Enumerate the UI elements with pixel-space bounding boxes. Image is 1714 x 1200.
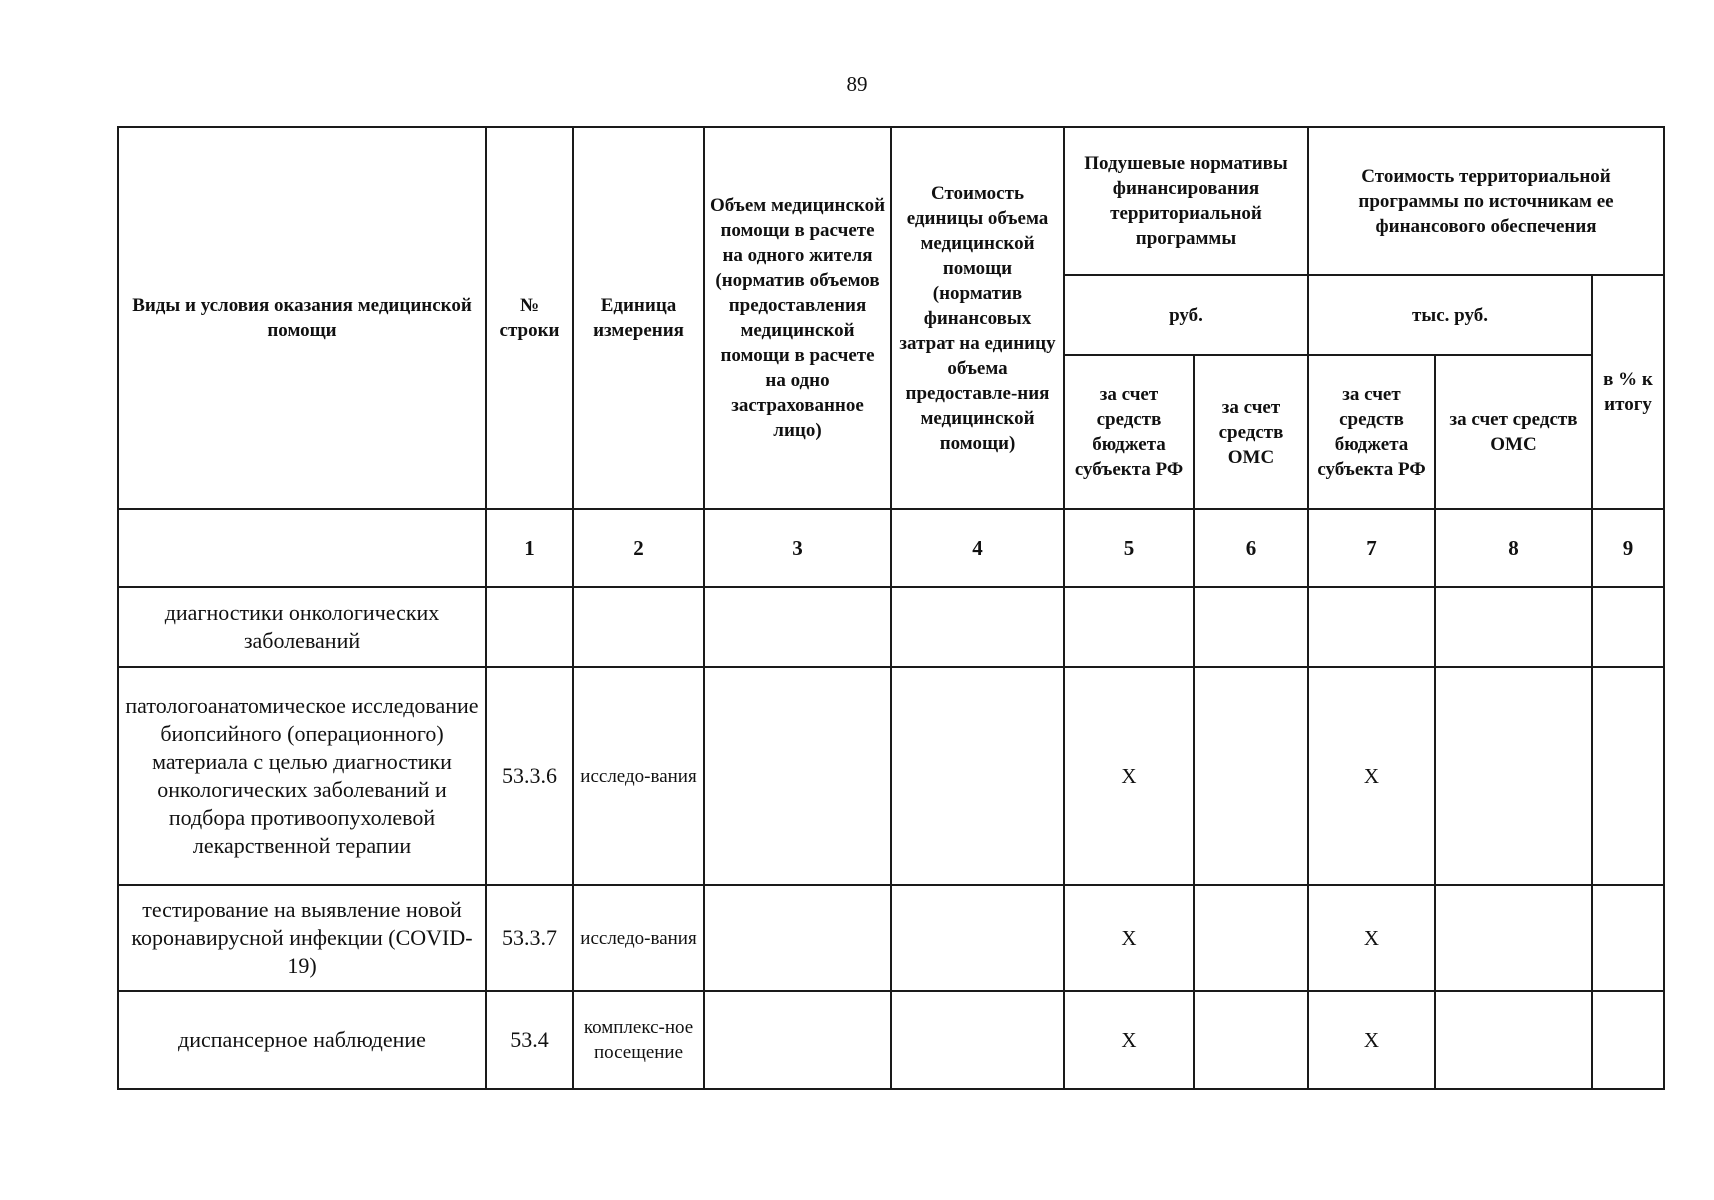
cell-unit-cost: [891, 587, 1064, 667]
header-program-cost: Стоимость территориальной программы по источникам ее финансового обеспечения: [1308, 127, 1664, 275]
cell-unit-cost: [891, 667, 1064, 885]
cell-budget-rf-7: Х: [1308, 991, 1435, 1089]
header-row-number: № строки: [486, 127, 573, 509]
header-unit-cost: Стоимость единицы объема медицинской помощи (норматив финансовых затрат на единицу объема предоставле-ния медицинской помощи): [891, 127, 1064, 509]
header-volume: Объем медицинской помощи в расчете на одного жителя (норматив объемов предоставления медицинской помощи в расчете на одно застрахованное лицо): [704, 127, 891, 509]
page-number: 89: [846, 72, 868, 96]
row-number: 53.3.6: [486, 667, 573, 885]
column-number: [118, 509, 486, 587]
header-oms-6: за счет средств ОМС: [1194, 355, 1308, 509]
column-number: 3: [704, 509, 891, 587]
cell-volume: [704, 991, 891, 1089]
row-name: тестирование на выявление новой коронавирусной инфекции (COVID-19): [118, 885, 486, 991]
cell-oms-6: [1194, 991, 1308, 1089]
column-number: 4: [891, 509, 1064, 587]
column-number: 2: [573, 509, 704, 587]
row-number: 53.3.7: [486, 885, 573, 991]
row-number: [486, 587, 573, 667]
cell-volume: [704, 587, 891, 667]
cell-percent: [1592, 587, 1664, 667]
cell-oms-8: [1435, 991, 1592, 1089]
cell-oms-8: [1435, 885, 1592, 991]
row-number: 53.4: [486, 991, 573, 1089]
header-currency-rub: руб.: [1064, 275, 1308, 355]
row-unit: исследо-вания: [573, 885, 704, 991]
header-oms-8: за счет средств ОМС: [1435, 355, 1592, 509]
table-row: [118, 885, 1664, 991]
table-row: [118, 587, 1664, 667]
cell-percent: [1592, 885, 1664, 991]
row-unit: [573, 587, 704, 667]
column-number: 1: [486, 509, 573, 587]
header-unit: Единица измерения: [573, 127, 704, 509]
cell-oms-6: [1194, 587, 1308, 667]
row-name: диспансерное наблюдение: [118, 991, 486, 1089]
table-row: [118, 991, 1664, 1089]
cell-budget-rf-5: Х: [1064, 991, 1194, 1089]
header-currency-thousand-rub: тыс. руб.: [1308, 275, 1592, 355]
cell-unit-cost: [891, 991, 1064, 1089]
cell-oms-8: [1435, 587, 1592, 667]
column-number: 8: [1435, 509, 1592, 587]
cell-volume: [704, 667, 891, 885]
header-kind-of-care: Виды и условия оказания медицинской помощи: [118, 127, 486, 509]
cell-budget-rf-7: Х: [1308, 885, 1435, 991]
row-name: патологоанатомическое исследование биопсийного (операционного) материала с целью диагностики онкологических заболеваний и подбора противоопухолевой лекарственной терапии: [118, 667, 486, 885]
cell-oms-8: [1435, 667, 1592, 885]
table-row: [118, 667, 1664, 885]
cell-oms-6: [1194, 667, 1308, 885]
header-budget-rf-7: за счет средств бюджета субъекта РФ: [1308, 355, 1435, 509]
column-number: 9: [1592, 509, 1664, 587]
row-name: диагностики онкологических заболеваний: [118, 587, 486, 667]
column-number: 5: [1064, 509, 1194, 587]
cell-percent: [1592, 991, 1664, 1089]
cell-oms-6: [1194, 885, 1308, 991]
cell-unit-cost: [891, 885, 1064, 991]
row-unit: исследо-вания: [573, 667, 704, 885]
cell-budget-rf-7: [1308, 587, 1435, 667]
header-budget-rf-5: за счет средств бюджета субъекта РФ: [1064, 355, 1194, 509]
medical-care-cost-table: [117, 126, 1665, 1090]
column-number-row: [118, 509, 1664, 587]
header-per-capita-standards: Подушевые нормативы финансирования территориальной программы: [1064, 127, 1308, 275]
cell-budget-rf-5: Х: [1064, 885, 1194, 991]
header-percent-of-total: в % к итогу: [1592, 275, 1664, 509]
cell-budget-rf-5: Х: [1064, 667, 1194, 885]
cell-budget-rf-7: Х: [1308, 667, 1435, 885]
column-number: 7: [1308, 509, 1435, 587]
row-unit: комплекс-ное посещение: [573, 991, 704, 1089]
cell-percent: [1592, 667, 1664, 885]
cell-budget-rf-5: [1064, 587, 1194, 667]
column-number: 6: [1194, 509, 1308, 587]
cell-volume: [704, 885, 891, 991]
